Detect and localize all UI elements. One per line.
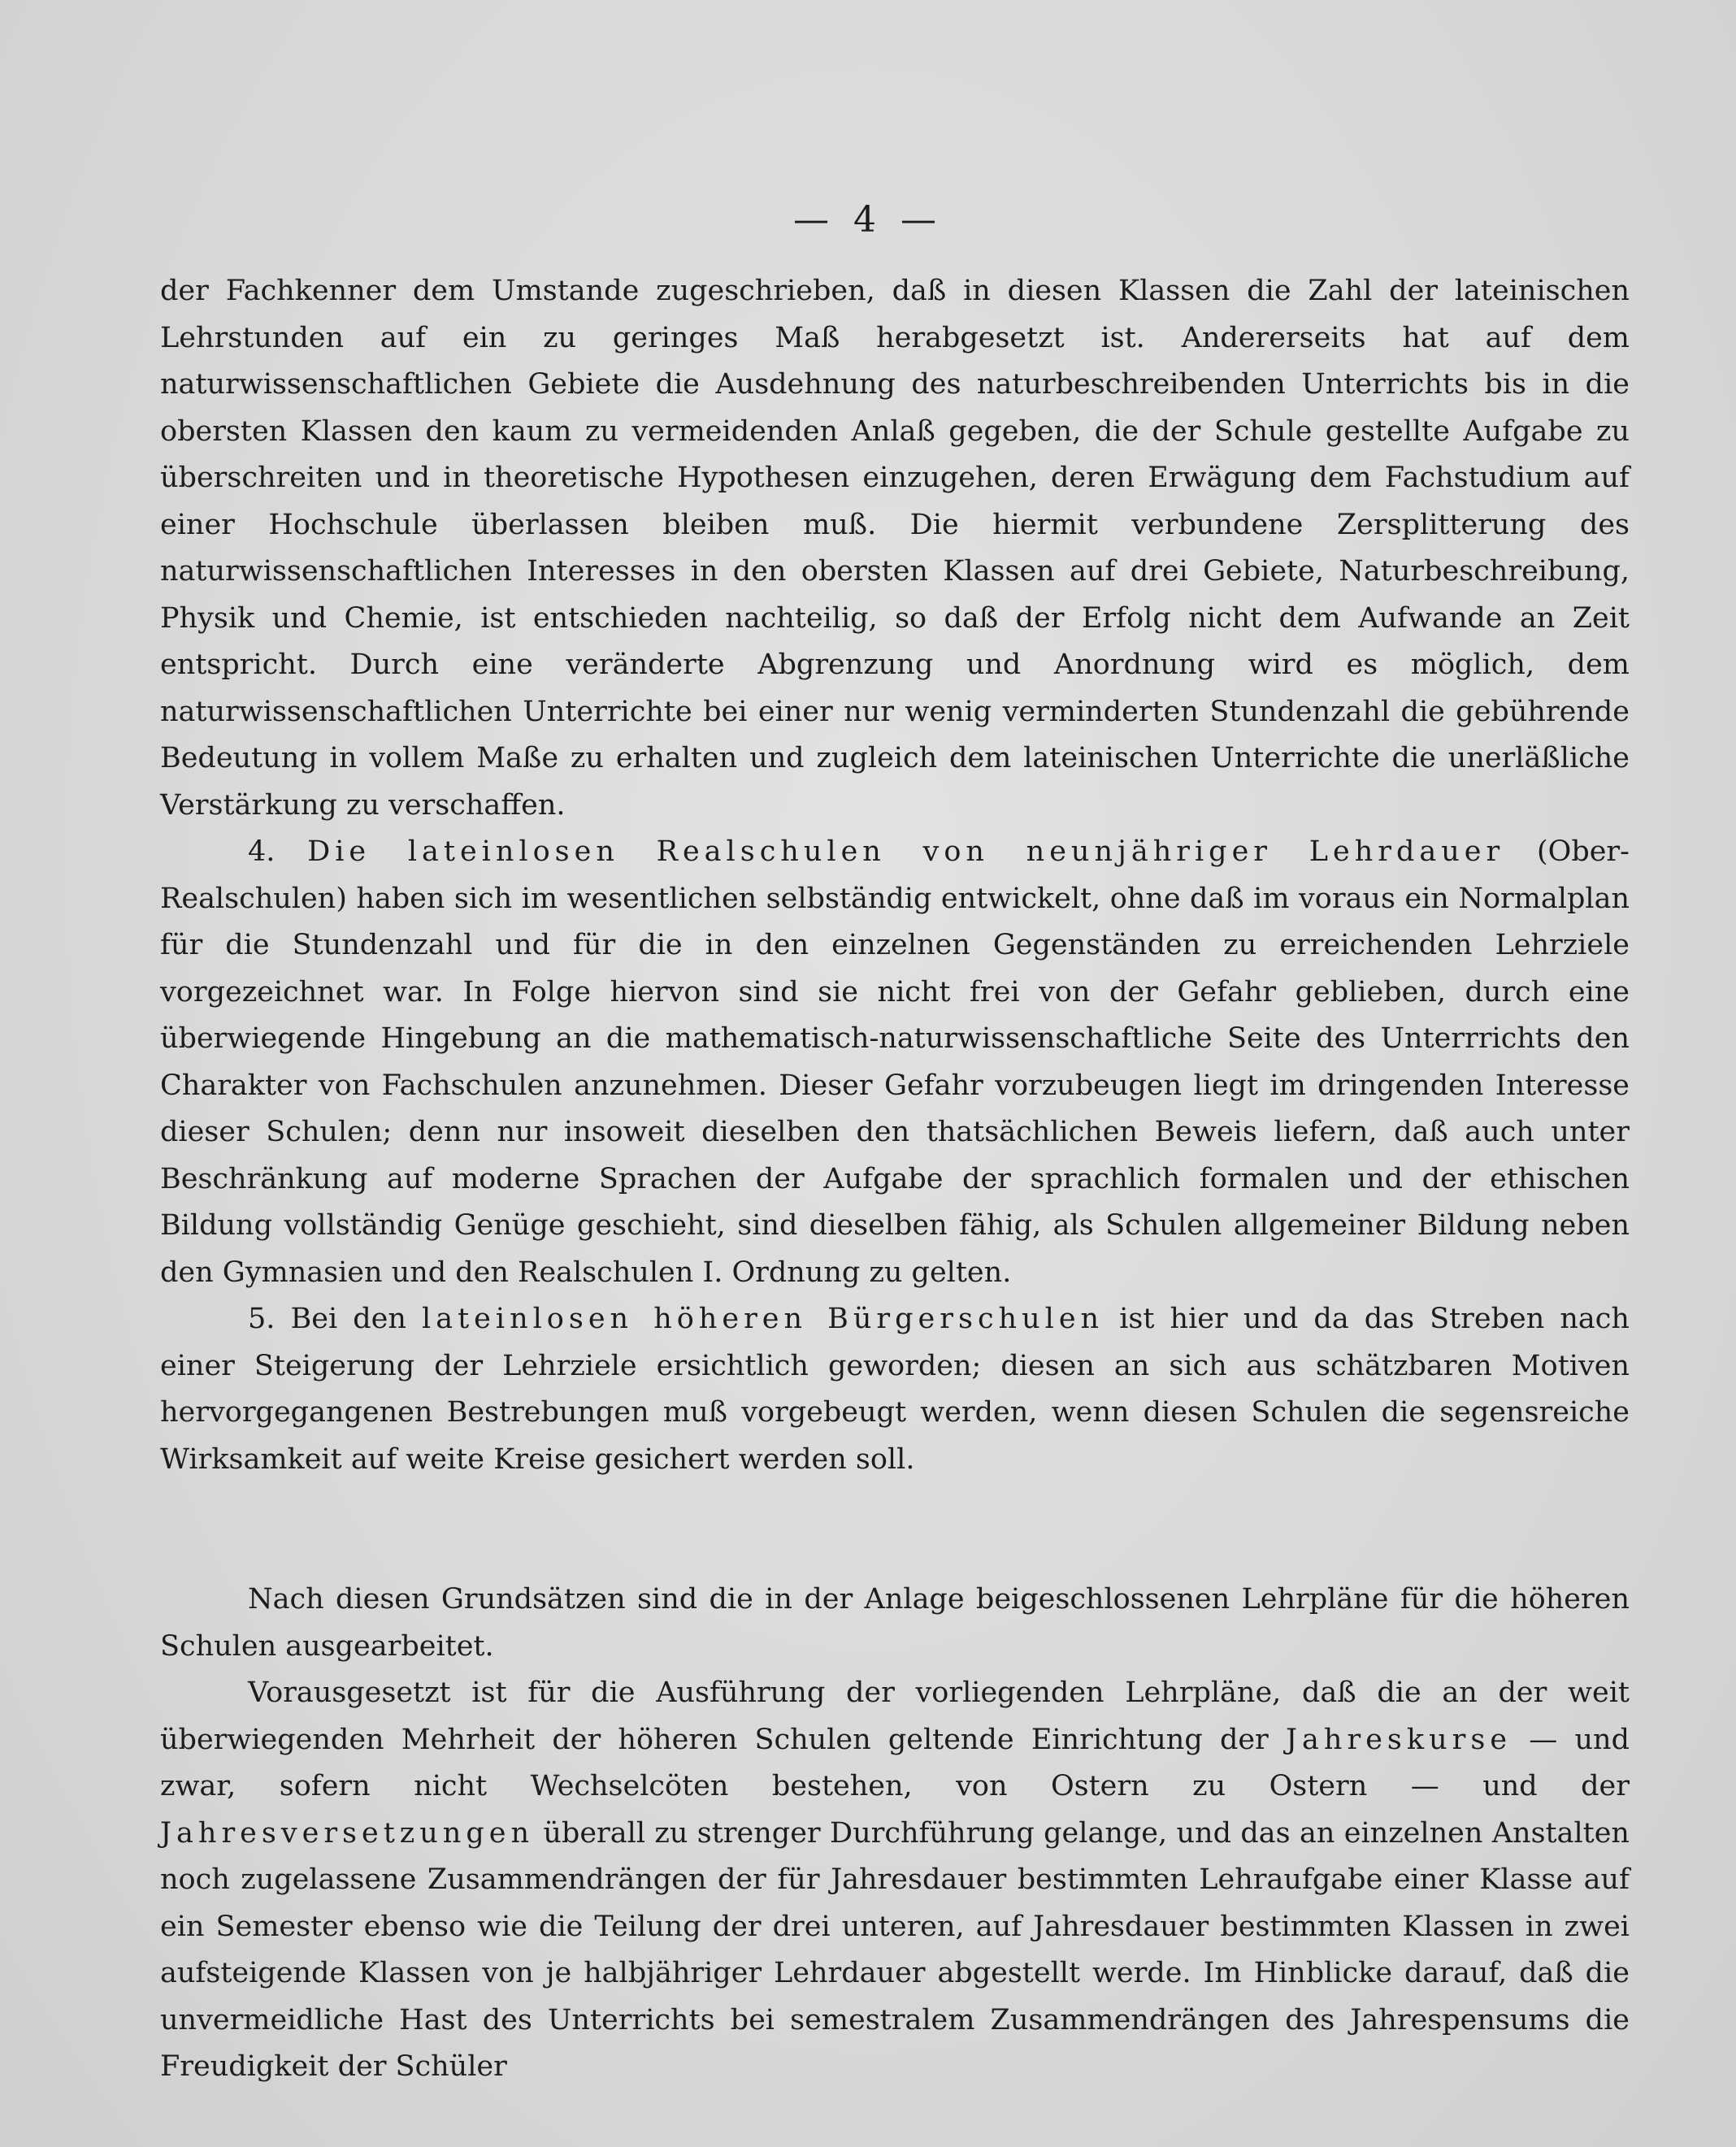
body-text: [160, 268, 1630, 2091]
paragraph-2: [160, 829, 1630, 1296]
paragraph-5-part2: — und zwar, sofern nicht Wechselcöten bestehen, von Ostern zu Ostern — und der: [160, 1723, 1630, 1802]
paragraph-1-text: der Fachkenner dem Umstande zugeschrieben, daß in diesen Klassen die Zahl der lateinischen Lehrstunden auf ein zu geringes Maß herabgesetzt ist. Andererseits hat auf dem naturwissenschaftlichen Gebiete die Ausdehnung des naturbeschreibenden Unterrichts bis in die obersten Klassen den kaum zu vermeidenden Anlaß gegeben, die der Schule gestellte Aufgabe zu überschreiten und in theoretische Hypothesen einzugehen, deren Erwägung dem Fachstudium auf einer Hochschule überlassen bleiben muß. Die hiermit verbundene Zersplitterung des naturwissenschaftlichen Interesses in den obersten Klassen auf drei Gebiete, Naturbeschreibung, Physik und Chemie, ist entschieden nachteilig, so daß der Erfolg nicht dem Aufwande an Zeit entspricht. Durch eine veränderte Abgrenzung und Anordnung wird es möglich, dem naturwissenschaftlichen Unterrichte bei einer nur wenig verminderten Stundenzahl die gebührende Bedeutung in vollem Maße zu erhalten und zugleich dem lateinischen Unterrichte die unerläßliche Verstärkung zu verschaffen.: [160, 275, 1630, 822]
paragraph-2-spaced-heading: Die lateinlosen Realschulen von neunjähriger Lehrdauer: [307, 835, 1505, 868]
paragraph-5: [160, 1670, 1630, 2091]
paragraph-5-spaced-term-2: Jahresversetzungen: [160, 1816, 534, 1850]
paragraph-2-number: 4.: [248, 835, 276, 868]
paragraph-5-part3: überall zu strenger Durchführung gelange, und das an einzelnen Anstalten noch zugelassene Zusammendrängen der für Jahresdauer bestimmten Lehraufgabe einer Klasse auf ein Semester ebenso wie die Teilung der drei unteren, auf Jahresdauer bestimmten Klassen in zwei aufsteigende Klassen von je halbjähriger Lehrdauer abgestellt werde. Im Hinblicke darauf, daß die unvermeidliche Hast des Unterrichts bei semestralem Zusammendrängen des Jahrespensums die Freudigkeit der Schüler: [160, 1816, 1630, 2083]
paragraph-1: [160, 268, 1630, 829]
paragraph-4-text: Nach diesen Grundsätzen sind die in der Anlage beigeschlossenen Lehrpläne für die höheren Schulen ausgearbeitet.: [160, 1583, 1630, 1663]
paragraph-3-spaced-heading: lateinlosen höheren Bürgerschulen: [422, 1303, 1105, 1335]
paragraph-3-number: 5.: [248, 1303, 276, 1335]
paragraph-3-text: ist hier und da das Streben nach einer Steigerung der Lehrziele ersichtlich geworden; diesen an sich aus schätzbaren Motiven hervorgegangenen Bestrebungen muß vorgebeugt werden, wenn diesen Schulen die segensreiche Wirksamkeit auf weite Kreise gesichert werden soll.: [160, 1303, 1630, 1476]
paragraph-3: [160, 1296, 1630, 1483]
paragraph-5-part1: Vorausgesetzt ist für die Ausführung der vorliegenden Lehrpläne, daß die an der weit überwiegenden Mehrheit der höheren Schulen geltende Einrichtung der: [160, 1676, 1630, 1756]
paragraph-2-text: (Ober-Realschulen) haben sich im wesentlichen selbständig entwickelt, ohne daß im voraus ein Normalplan für die Stundenzahl und für die in den einzelnen Gegenständen zu erreichenden Lehrziele vorgezeichnet war. In Folge hiervon sind sie nicht frei von der Gefahr geblieben, durch eine überwiegende Hingebung an die mathematisch-naturwissenschaftliche Seite des Unterrrichts den Charakter von Fachschulen anzunehmen. Dieser Gefahr vorzubeugen liegt im dringenden Interesse dieser Schulen; denn nur insoweit dieselben den thatsächlichen Beweis liefern, daß auch unter Beschränkung auf moderne Sprachen der Aufgabe der sprachlich formalen und der ethischen Bildung vollständig Genüge geschieht, sind dieselben fähig, als Schulen allgemeiner Bildung neben den Gymnasien und den Realschulen I. Ordnung zu gelten.: [160, 835, 1630, 1289]
paragraph-5-spaced-term-1: Jahreskurse: [1286, 1723, 1512, 1756]
section-gap: [160, 1483, 1630, 1577]
page-number: — 4 —: [793, 199, 943, 241]
paragraph-4: [160, 1577, 1630, 1670]
paragraph-3-lead: Bei den: [290, 1303, 406, 1335]
